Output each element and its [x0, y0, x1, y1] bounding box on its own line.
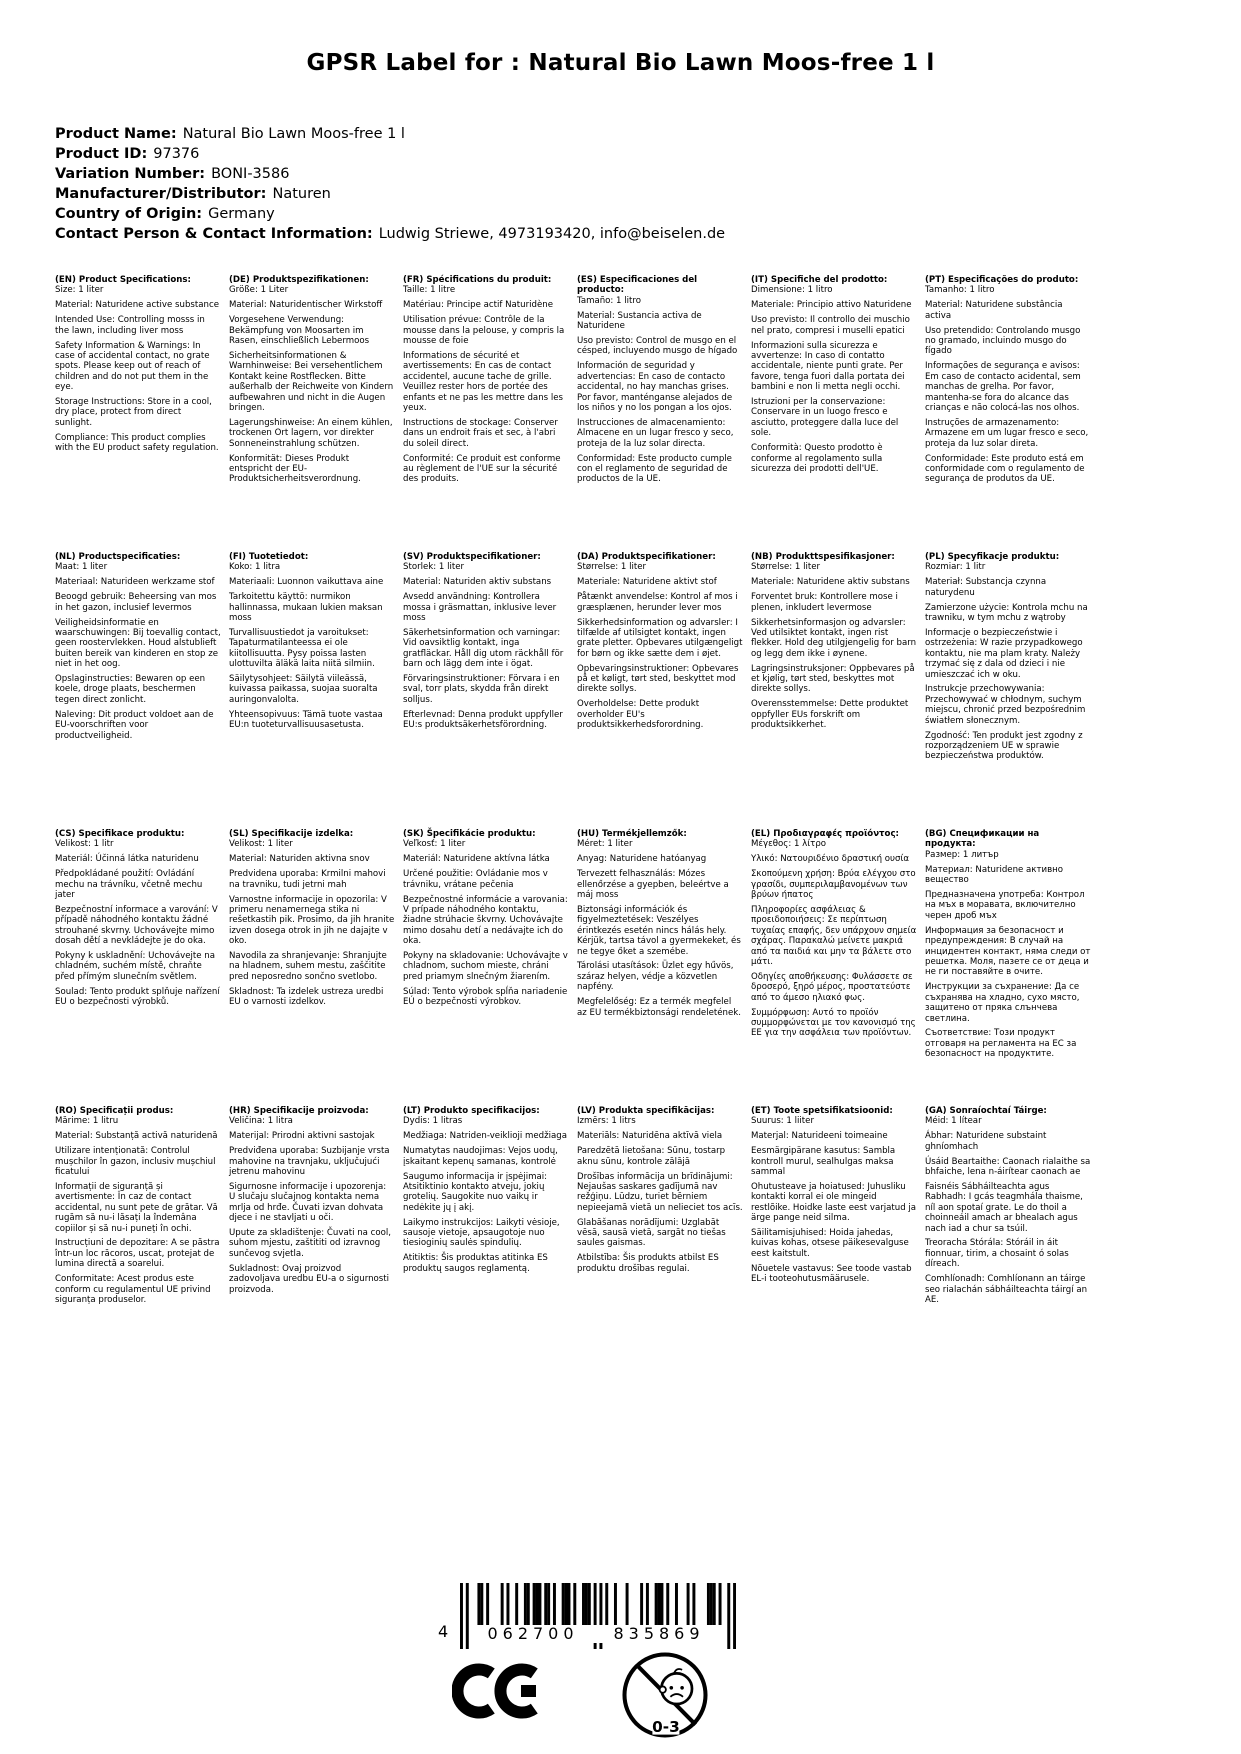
lang-paragraph: Informații de siguranță și avertismente: În caz de contact accidental, nu sunt pete de grătar. Vă rugăm să nu-i lăsați la îndemâna copiilor și să nu-i puneți în ochi. [55, 1181, 218, 1234]
lang-block-pl [925, 552, 1091, 829]
lang-heading: (NL) Productspecificaties: [55, 552, 181, 562]
field-label: Product Name: [55, 126, 177, 142]
lang-paragraph: Pokyny k uskladnění: Uchovávejte na chladném, suchém místě, chraňte před přímým slunečním světlem. [55, 951, 215, 982]
lang-paragraph: Velikost: 1 liter [229, 839, 293, 850]
lang-heading: (LT) Produkto specifikacijos: [403, 1106, 540, 1116]
lang-paragraph: Safety Information & Warnings: In case of accidental contact, no grate spots. Please keep out of reach of children and do not put them in the eye. [55, 340, 210, 393]
lang-paragraph: Předpokládané použití: Ovládání mechu na trávníku, včetně mechu jater [55, 869, 203, 901]
lang-paragraph: Zgodność: Ten produkt jest zgodny z rozporządzeniem UE w sprawie bezpieczeństwa produktów. [925, 730, 1083, 762]
lang-paragraph: Sicherheitsinformationen & Warnhinweise: Bei versehentlichem Kontakt keine Rostflecken. Bitte außerhalb der Reichweite von Kindern aufbewahren und nicht in die Augen bringen. [229, 350, 394, 413]
lang-paragraph: Medžiaga: Natriden-veiklioji medžiaga [403, 1131, 567, 1142]
lang-paragraph: Opbevaringsinstruktioner: Opbevares på et køligt, tørt sted, beskyttet mod direkte sollys. [577, 663, 739, 695]
lang-paragraph: Izmērs: 1 litrs [577, 1116, 636, 1127]
lang-paragraph: Material: Naturidentischer Wirkstoff [229, 300, 383, 311]
lang-paragraph: Comhlíonadh: Comhlíonann an táirge seo rialachán sábháilteachta táirgí an AE. [925, 1274, 1088, 1305]
lang-paragraph: Eesmärgipärane kasutus: Sambla kontroll murul, sealhulgas maksa sammal [751, 1146, 896, 1178]
product-info-row [55, 184, 725, 204]
lang-paragraph: Taille: 1 litre [403, 285, 456, 296]
lang-heading: (IT) Specifiche del prodotto: [751, 275, 888, 285]
lang-paragraph: Treoracha Stórála: Stóráil in áit fionnuar, tirim, a chosaint ó solas díreach. [925, 1238, 1069, 1270]
lang-paragraph: Инструкции за съхранение: Да се съхранява на хладно, сухо място, защитено от пряка слънчева светлина. [925, 982, 1080, 1024]
lang-paragraph: Lagringsinstruksjoner: Oppbevares på et kjølig, tørt sted, beskyttes mot direkte sollys. [751, 663, 915, 695]
lang-heading: (ES) Especificaciones del producto: [577, 275, 698, 296]
lang-paragraph: Material: Substanță activă naturidenă [55, 1131, 218, 1142]
lang-heading: (HU) Termékjellemzők: [577, 829, 687, 839]
lang-heading: (DA) Produktspecifikationer: [577, 552, 716, 562]
lang-heading: (EL) Προδιαγραφές προϊόντος: [751, 829, 899, 839]
lang-paragraph: Instructions de stockage: Conserver dans un endroit frais et sec, à l'abri du soleil direct. [403, 417, 558, 449]
lang-heading: (FR) Spécifications du produit: [403, 275, 552, 285]
lang-block-da [577, 552, 743, 829]
lang-paragraph: Storage Instructions: Store in a cool, dry place, protect from direct sunlight. [55, 397, 212, 428]
lang-paragraph: Paredzētā lietošana: Sūnu, tostarp aknu sūnu, kontrole zālājā [577, 1146, 726, 1167]
lang-paragraph: Ábhar: Naturidene substaint ghníomhach [925, 1131, 1047, 1152]
lang-paragraph: Material: Naturiden aktiv substans [403, 577, 552, 588]
lang-paragraph: Säilitamisjuhised: Hoida jahedas, kuivas kohas, otsese päikesevalguse eest kaitstult. [751, 1228, 909, 1259]
lang-paragraph: Tamaño: 1 litro [577, 295, 642, 306]
page-title: GPSR Label for : Natural Bio Lawn Moos-free 1 l [306, 50, 935, 76]
lang-paragraph: Drošības informācija un brīdinājumi: Nejaušas saskares gadījumā nav režģiņu. Lūdzu, turiet bērniem nepieejamā vietā un nelieciet tos acīs. [577, 1171, 743, 1213]
lang-paragraph: Opslaginstructies: Bewaren op een koele, droge plaats, beschermen tegen direct zonlicht. [55, 674, 206, 705]
lang-block-it [751, 275, 917, 552]
lang-paragraph: Zamierzone użycie: Kontrola mchu na trawniku, w tym mchu z wątroby [925, 602, 1088, 624]
lang-paragraph: Uso previsto: Il controllo dei muschio nel prato, compresi i muselli epatici [751, 315, 910, 336]
lang-paragraph: Biztonsági információk és figyelmeztetések: Veszélyes érintkezés esetén nincs hálás hely. Kérjük, tartsa távol a gyermekeket, és ne tegye őket a szemébe. [577, 904, 741, 957]
lang-block-en [55, 275, 221, 552]
lang-paragraph: Größe: 1 Liter [229, 285, 289, 296]
field-value: 97376 [153, 146, 200, 162]
lang-paragraph: Súlad: Tento výrobok spĺňa nariadenie EÚ o bezpečnosti výrobkov. [403, 986, 568, 1008]
lang-paragraph: Velikost: 1 litr [55, 839, 114, 850]
lang-paragraph: Beoogd gebruik: Beheersing van mos in het gazon, inclusief levermos [55, 592, 217, 613]
lang-paragraph: Yhteensopivuus: Tämä tuote vastaa EU:n tuoteturvallisuusasetusta. [229, 709, 383, 731]
lang-paragraph: Materiāls: Naturidēna aktīvā viela [577, 1131, 723, 1142]
lang-paragraph: Soulad: Tento produkt splňuje nařízení EU o bezpečnosti výrobků. [55, 986, 220, 1008]
lang-paragraph: Suurus: 1 liiter [751, 1116, 814, 1127]
lang-paragraph: Conformità: Questo prodotto è conforme al regolamento sulla sicurezza dei prodotti dell'UE. [751, 443, 883, 474]
lang-paragraph: Tarkoitettu käyttö: nurmikon hallinnassa, mukaan lukien maksan moss [229, 592, 383, 624]
barcode-digit-left: 4 [438, 1622, 449, 1641]
product-info-row [55, 144, 725, 164]
lang-block-pt [925, 275, 1091, 552]
lang-paragraph: Материал: Naturidene активно вещество [925, 864, 1064, 886]
lang-paragraph: Koko: 1 litra [229, 562, 281, 573]
lang-paragraph: Información de seguridad y advertencias: En caso de contacto accidental, no hay manchas grises. Por favor, manténganse alejados de los niños y no los pongan a los ojos. [577, 361, 733, 413]
barcode-digits-group1: 062700 [470, 1625, 596, 1643]
lang-block-de [229, 275, 395, 552]
product-info-row [55, 164, 725, 184]
age-warning-icon [620, 1650, 710, 1744]
lang-paragraph: Οδηγίες αποθήκευσης: Φυλάσσετε σε δροσερό, ξηρό μέρος, προστατεύστε από το άμεσο ηλιακό φως. [751, 971, 913, 1003]
lang-paragraph: Material: Naturidene active substance [55, 300, 219, 311]
field-label: Variation Number: [55, 166, 206, 182]
lang-block-sl [229, 829, 395, 1106]
lang-paragraph: Säkerhetsinformation och varningar: Vid oavsiktlig kontakt, inga gratfläckar. Håll dig utom räckhåll för barn och lägg dem inte i ögat. [403, 627, 564, 670]
field-value: Germany [208, 206, 275, 222]
lang-paragraph: Informacje o bezpieczeństwie i ostrzeżenia: W razie przypadkowego kontaktu, nie ma plam kraty. Należy trzymać się z dala od dzieci i nie umieszczać ich w oku. [925, 627, 1083, 680]
lang-block-es [577, 275, 743, 552]
lang-paragraph: Vorgesehene Verwendung: Bekämpfung von Moosarten im Rasen, einschließlich Lebermoos [229, 315, 370, 347]
lang-block-lv [577, 1106, 743, 1383]
lang-paragraph: Skladnost: Ta izdelek ustreza uredbi EU o varnosti izdelkov. [229, 986, 384, 1008]
lang-paragraph: Konformität: Dieses Produkt entspricht der EU-Produktsicherheitsverordnung. [229, 453, 361, 485]
lang-paragraph: Ohutusteave ja hoiatused: Juhusliku kontakti korral ei ole mingeid restlõike. Hoidke laste eest varjatud ja ärge pange neid silma. [751, 1181, 917, 1224]
field-value: Ludwig Striewe, 4973193420, info@beiselen.de [378, 226, 726, 242]
lang-paragraph: Størrelse: 1 liter [577, 562, 647, 573]
lang-paragraph: Utilizare intenționată: Controlul mușchilor în gazon, inclusiv mușchiul ficatului [55, 1146, 216, 1178]
language-spec-grid [55, 275, 1091, 1383]
lang-paragraph: Σκοπούμενη χρήση: Βρύα ελέγχου στο γρασίδι, συμπεριλαμβανομένων των βρύων ήπατος [751, 869, 916, 901]
lang-paragraph: Sikkerhedsinformation og advarsler: I tilfælde af utilsigtet kontakt, ingen grate pletter. Opbevares utilgængeligt for børn og ikke sætte dem i øjet. [577, 617, 743, 659]
lang-paragraph: Overholdelse: Dette produkt overholder EU's produktsikkerhedsforordning. [577, 699, 704, 731]
lang-heading: (DE) Produktspezifikationen: [229, 275, 369, 285]
lang-paragraph: Predvidena uporaba: Krmilni mahovi na travniku, tudi jetrni mah [229, 869, 386, 890]
lang-paragraph: Naleving: Dit product voldoet aan de EU-voorschriften voor productveiligheid. [55, 709, 214, 741]
lang-heading: (RO) Specificații produs: [55, 1106, 174, 1116]
lang-paragraph: Размер: 1 литър [925, 849, 999, 860]
lang-paragraph: Materiál: Naturidene aktívna látka [403, 854, 550, 865]
lang-paragraph: Предназначена употреба: Контрол на мъх в моравата, включително черен дроб мъх [925, 890, 1085, 921]
lang-paragraph: Material: Sustancia activa de Naturidene [577, 310, 702, 332]
lang-paragraph: Megfelelőség: Ez a termék megfelel az EU termékbiztonsági rendeletének. [577, 997, 741, 1018]
lang-paragraph: Materiale: Naturidene aktivt stof [577, 577, 717, 588]
lang-paragraph: Navodila za shranjevanje: Shranjujte na hladnem, suhem mestu, zaščitite pred neposredno sončno svetlobo. [229, 951, 387, 982]
lang-paragraph: Conformidad: Este producto cumple con el reglamento de seguridad de productos de la UE. [577, 453, 732, 485]
lang-paragraph: Méret: 1 liter [577, 839, 633, 850]
lang-heading: (BG) Спецификации на продукта: [925, 829, 1040, 850]
lang-paragraph: Material: Naturidene substância activa [925, 300, 1063, 321]
lang-paragraph: Matériau: Principe actif Naturidène [403, 300, 553, 311]
lang-paragraph: Utilisation prévue: Contrôle de la mousse dans la pelouse, y compris la mousse de foie [403, 315, 565, 347]
lang-block-el [751, 829, 917, 1106]
lang-paragraph: Atitiktis: Šis produktas atitinka ES produktų saugos reglamentą. [403, 1253, 548, 1274]
lang-paragraph: Materiale: Naturidene aktiv substans [751, 577, 910, 588]
lang-heading: (SV) Produktspecifikationer: [403, 552, 541, 562]
lang-paragraph: Anyag: Naturidene hatóanyag [577, 854, 707, 865]
lang-paragraph: Информация за безопасност и предупреждения: В случай на инцидентен контакт, няма следи от решетка. Моля, пазете се от деца и не ги поставяйте в очите. [925, 925, 1091, 978]
lang-block-nl [55, 552, 221, 829]
lang-paragraph: Forventet bruk: Kontrollere mose i plenen, inkludert levermose [751, 592, 898, 613]
lang-paragraph: Sukladnost: Ovaj proizvod zadovoljava uredbu EU-a o sigurnosti proizvoda. [229, 1263, 390, 1295]
lang-block-cs [55, 829, 221, 1106]
lang-paragraph: Uso pretendido: Controlando musgo no gramado, incluindo musgo do fígado [925, 325, 1081, 357]
field-label: Product ID: [55, 146, 148, 162]
lang-block-fr [403, 275, 569, 552]
lang-paragraph: Varnostne informacije in opozorila: V primeru nenamernega stika ni rešetkastih pik. Prosimo, da jih hranite izven dosega otrok in jih ne dajajte v oko. [229, 894, 395, 947]
lang-paragraph: Material: Naturiden aktivna snov [229, 854, 370, 865]
lang-block-bg [925, 829, 1091, 1106]
lang-paragraph: Størrelse: 1 liter [751, 562, 821, 573]
lang-paragraph: Mărime: 1 litru [55, 1116, 119, 1127]
lang-paragraph: Informações de segurança e avisos: Em caso de contacto acidental, sem manchas de grelha. Por favor, mantenha-se fora do alcance das crianças e não colocá-las nos olhos. [925, 361, 1081, 413]
lang-block-ro [55, 1106, 221, 1383]
lang-paragraph: Tervezett felhasználás: Mózes ellenőrzése a gyepben, beleértve a máj moss [577, 869, 729, 901]
lang-heading: (SL) Specifikacije izdelka: [229, 829, 354, 839]
lang-heading: (PL) Specyfikacje produktu: [925, 552, 1060, 562]
lang-paragraph: Nõuetele vastavus: See toode vastab EL-i tooteohutusmäärusele. [751, 1263, 912, 1285]
lang-paragraph: Glabāšanas norādījumi: Uzglabāt vēsā, sausā vietā, sargāt no tiešas saules gaismas. [577, 1217, 726, 1249]
lang-paragraph: Numatytas naudojimas: Vejos uodų, įskaitant kepenų samanas, kontrolė [403, 1146, 558, 1167]
lang-paragraph: Säilytysohjeet: Säilytä viileässä, kuivassa paikassa, suojaa suoralta auringonvalolta. [229, 674, 378, 705]
lang-paragraph: Materiał: Substancja czynna naturydenu [925, 577, 1047, 598]
lang-paragraph: Istruzioni per la conservazione: Conservare in un luogo fresco e asciutto, proteggere dalla luce del sole. [751, 397, 899, 439]
field-label: Country of Origin: [55, 206, 203, 222]
lang-block-hr [229, 1106, 395, 1383]
age-warning-label: 0-3 [652, 1717, 680, 1736]
lang-heading: (FI) Tuotetiedot: [229, 552, 309, 562]
lang-paragraph: Materijal: Prirodni aktivni sastojak [229, 1131, 375, 1142]
lang-paragraph: Veiligheidsinformatie en waarschuwingen: Bij toevallig contact, geen roostervlekken. Houd alstublieft buiten bereik van kinderen en stop ze niet in het oog. [55, 617, 221, 670]
field-label: Contact Person & Contact Information: [55, 226, 373, 242]
field-value: Natural Bio Lawn Moos-free 1 l [182, 126, 405, 142]
lang-block-ga [925, 1106, 1091, 1383]
lang-paragraph: Materiale: Principio attivo Naturidene [751, 300, 912, 311]
lang-block-sv [403, 552, 569, 829]
lang-paragraph: Conformidade: Este produto está em conformidade com o regulamento de segurança de produtos da UE. [925, 453, 1085, 485]
lang-paragraph: Μέγεθος: 1 λίτρο [751, 839, 827, 850]
lang-paragraph: Instrukcje przechowywania: Przechowywać w chłodnym, suchym miejscu, chronić przed bezpośrednim światłem słonecznym. [925, 684, 1086, 726]
lang-paragraph: Turvallisuustiedot ja varoitukset: Tapaturmatilanteessa ei ole kiitollisuutta. Pysy poissa lasten ulottuvilta äläkä laita niitä silmiin. [229, 627, 375, 670]
lang-block-lt [403, 1106, 569, 1383]
lang-paragraph: Materjal: Naturideeni toimeaine [751, 1131, 888, 1142]
product-info-row [55, 204, 725, 224]
lang-paragraph: Informations de sécurité et avertissements: En cas de contact accidentel, aucune tache de grille. Veuillez rester hors de portée des enfants et ne pas les mettre dans les yeux. [403, 350, 564, 413]
lang-paragraph: Veľkosť: 1 liter [403, 839, 466, 850]
lang-paragraph: Atbilstība: Šis produkts atbilst ES produktu drošības regulai. [577, 1253, 719, 1274]
lang-paragraph: Intended Use: Controlling mosss in the lawn, including liver moss [55, 315, 205, 336]
lang-paragraph: Dydis: 1 litras [403, 1116, 463, 1127]
lang-paragraph: Συμμόρφωση: Αυτό το προϊόν συμμορφώνεται με τον κανονισμό της ΕΕ για την ασφάλεια των προϊόντων. [751, 1007, 916, 1039]
lang-heading: (NB) Produkttspesifikasjoner: [751, 552, 895, 562]
lang-paragraph: Conformité: Ce produit est conforme au règlement de l'UE sur la sécurité des produits. [403, 453, 561, 485]
lang-paragraph: Materiaali: Luonnon vaikuttava aine [229, 577, 384, 588]
lang-paragraph: Lagerungshinweise: An einem kühlen, trockenen Ort lagern, vor direkter Sonneneinstrahlung schützen. [229, 417, 393, 449]
lang-block-et [751, 1106, 917, 1383]
lang-paragraph: Size: 1 liter [55, 285, 104, 296]
lang-paragraph: Dimensione: 1 litro [751, 285, 833, 296]
lang-heading: (GA) Sonraíochtaí Táirge: [925, 1106, 1047, 1116]
field-value: Naturen [272, 186, 331, 202]
lang-heading: (EN) Product Specifications: [55, 275, 191, 285]
lang-paragraph: Maat: 1 liter [55, 562, 108, 573]
lang-paragraph: Storlek: 1 liter [403, 562, 465, 573]
lang-paragraph: Υλικό: Νατουριδένιο δραστική ουσία [751, 854, 910, 865]
lang-paragraph: Úsáid Beartaithe: Caonach rialaithe sa bhfaiche, lena n-áirítear caonach ae [925, 1156, 1091, 1178]
lang-paragraph: Tárolási utasítások: Üzlet egy hűvös, száraz helyen, védje a közvetlen napfény. [577, 961, 734, 993]
lang-paragraph: Pokyny na skladovanie: Uchovávajte v chladnom, suchom mieste, chráni pred priamym slnečným žiarením. [403, 951, 568, 982]
lang-paragraph: Uso previsto: Control de musgo en el césped, incluyendo musgo de hígado [577, 336, 738, 357]
lang-paragraph: Efterlevnad: Denna produkt uppfyller EU:s produktsäkerhetsförordning. [403, 709, 563, 731]
lang-paragraph: Materiaal: Naturideen werkzame stof [55, 577, 215, 588]
lang-heading: (PT) Especificações do produto: [925, 275, 1079, 285]
product-info-row [55, 224, 725, 244]
ce-mark-icon [452, 1662, 552, 1724]
lang-paragraph: Overensstemmelse: Dette produktet oppfyller EUs forskrift om produktsikkerhet. [751, 699, 909, 731]
lang-block-fi [229, 552, 395, 829]
lang-paragraph: Instrucciones de almacenamiento: Almacene en un lugar fresco y seco, proteja de la luz solar directa. [577, 417, 734, 449]
lang-paragraph: Materiál: Účinná látka naturidenu [55, 854, 199, 865]
lang-heading: (SK) Špecifikácie produktu: [403, 829, 536, 839]
product-info [55, 124, 725, 244]
lang-heading: (CS) Specifikace produktu: [55, 829, 185, 839]
field-label: Manufacturer/Distributor: [55, 186, 267, 202]
lang-paragraph: Avsedd användning: Kontrollera mossa i gräsmattan, inklusive lever moss [403, 592, 557, 624]
lang-paragraph: Laikymo instrukcijos: Laikyti vėsioje, sausoje vietoje, apsaugotoje nuo tiesioginių saulės spindulių. [403, 1217, 560, 1249]
lang-paragraph: Påtænkt anvendelse: Kontrol af mos i græsplænen, herunder lever mos [577, 592, 738, 613]
lang-paragraph: Bezpečnostní informace a varování: V případě náhodného kontaktu žádné strouhané skvrny. Uchovávejte mimo dosah dětí a nevkládejte je do oka. [55, 904, 218, 947]
lang-block-hu [577, 829, 743, 1106]
lang-heading: (LV) Produkta specifikācijas: [577, 1106, 715, 1116]
lang-paragraph: Tamanho: 1 litro [925, 285, 995, 296]
lang-paragraph: Förvaringsinstruktioner: Förvara i en sval, torr plats, skydda från direkt solljus. [403, 674, 560, 705]
lang-heading: (HR) Specifikacije proizvoda: [229, 1106, 369, 1116]
lang-paragraph: Instruções de armazenamento: Armazene em um lugar fresco e seco, proteja da luz solar direta. [925, 417, 1089, 449]
lang-paragraph: Sikkerhetsinformasjon og advarsler: Ved utilsiktet kontakt, ingen rist flekker. Hold deg utilgjengelig for barn og legg dem ikke i øynene. [751, 617, 917, 659]
lang-paragraph: Compliance: This product complies with the EU product safety regulation. [55, 432, 219, 454]
lang-paragraph: Faisnéis Sábháilteachta agus Rabhadh: I gcás teagmhála thaisme, níl aon spotaí grate. Le do thoil a choinneáil amach ar bhealach agus nach iad a chur sa tsúil. [925, 1181, 1083, 1234]
lang-block-nb [751, 552, 917, 829]
lang-paragraph: Instrucțiuni de depozitare: A se păstra într-un loc răcoros, uscat, protejat de lumina directă a soarelui. [55, 1238, 220, 1270]
lang-paragraph: Rozmiar: 1 litr [925, 562, 986, 573]
lang-paragraph: Predviđena uporaba: Suzbijanje vrsta mahovine na travnjaku, uključujući jetrenu mahovinu [229, 1146, 390, 1178]
product-info-row [55, 124, 725, 144]
lang-block-sk [403, 829, 569, 1106]
field-value: BONI-3586 [211, 166, 290, 182]
lang-paragraph: Съответствие: Този продукт отговаря на регламента на ЕС за безопасност на продуктите. [925, 1028, 1077, 1060]
lang-paragraph: Méid: 1 lítear [925, 1116, 982, 1127]
lang-paragraph: Bezpečnostné informácie a varovania: V prípade náhodného kontaktu, žiadne strúhacie škvrny. Uchovávajte mimo dosahu detí a nedávajte ich do oka. [403, 894, 568, 947]
lang-paragraph: Určené použitie: Ovládanie mos v trávniku, vrátane pečenia [403, 869, 548, 890]
lang-paragraph: Πληροφορίες ασφάλειας & προειδοποιήσεις: Σε περίπτωση τυχαίας επαφής, δεν υπάρχουν σημεία σχάρας. Παρακαλώ μείνετε μακριά από τα παιδιά και μην τα βάλετε στο μάτι. [751, 904, 917, 967]
lang-paragraph: Veličina: 1 litra [229, 1116, 293, 1127]
lang-paragraph: Sigurnosne informacije i upozorenja: U slučaju slučajnog kontakta nema mrlja od hrđe. Čuvati izvan dohvata djece i ne stavljati u oči. [229, 1181, 387, 1224]
barcode-digits-group2: 835869 [596, 1625, 722, 1643]
lang-paragraph: Saugumo informacija ir įspėjimai: Atsitiktinio kontakto atveju, jokių grotelių. Saugokite nuo vaikų ir nedėkite jų į akį. [403, 1171, 548, 1213]
lang-heading: (ET) Toote spetsifikatsioonid: [751, 1106, 893, 1116]
lang-paragraph: Conformitate: Acest produs este conform cu regulamentul UE privind siguranța produselor. [55, 1274, 211, 1305]
lang-paragraph: Informazioni sulla sicurezza e avvertenze: In caso di contatto accidentale, niente punti grate. Per favore, tenga fuori dalla portata dei bambini e non li metta negli occhi. [751, 340, 905, 393]
lang-paragraph: Upute za skladištenje: Čuvati na cool, suhom mjestu, zaštititi od izravnog sunčevog svjetla. [229, 1228, 392, 1259]
